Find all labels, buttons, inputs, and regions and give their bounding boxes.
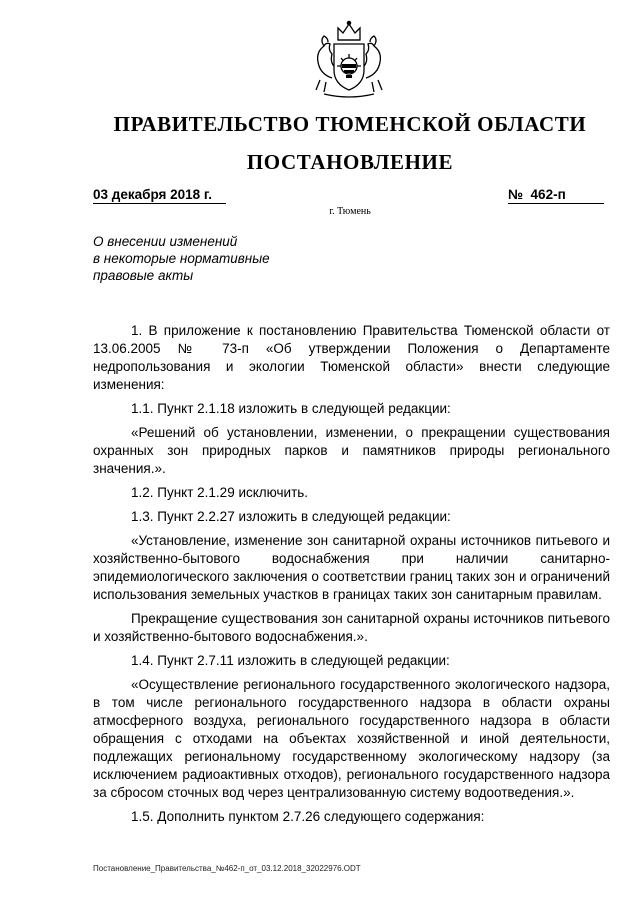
body-paragraph: 1. В приложение к постановлению Правительства Тюменской области от 13.06.2005 № 73-п «Об утверждении Положения о Департаменте недропользования и экологии Тюменской области» внести следующие изменения: [93,323,610,392]
coat-of-arms-icon [306,18,392,100]
subject-line: правовые акты [93,268,194,283]
document-date: 03 декабря 2018 г. [93,187,226,204]
body-paragraph: «Установление, изменение зон санитарной охраны источников питьевого и хозяйственно-бытового водоснабжения при наличии санитарно-эпидемиологического заключения о соответствии границ таких зон и ограничений использования земельных участков в границах таких зон санитарным правилам. [93,533,610,602]
body-paragraph: 1.4. Пункт 2.7.11 изложить в следующей редакции: [131,653,450,668]
body-paragraph: 1.3. Пункт 2.2.27 изложить в следующей редакции: [131,509,451,524]
subject-line: О внесении изменений [93,234,238,249]
body-paragraph: Прекращение существования зон санитарной охраны источников питьевого и хозяйственно-бытового водоснабжения.». [93,611,610,644]
document-type-title: ПОСТАНОВЛЕНИЕ [246,150,454,174]
document-number: № 462-п [508,187,604,204]
body-paragraph: 1.2. Пункт 2.1.29 исключить. [131,485,309,500]
footer-filename: Постановление_Правительства_№462-п_от_03.12.2018_32022976.ODT [93,864,361,873]
body-paragraph: «Решений об установлении, изменении, о прекращении существования охранных зон природных парков и памятников природы регионального значения.». [93,425,610,476]
organization-title: ПРАВИТЕЛЬСТВО ТЮМЕНСКОЙ ОБЛАСТИ [113,112,587,136]
document-subject [93,233,293,284]
document-body [93,322,610,832]
subject-line: в некоторые нормативные [93,251,270,266]
body-paragraph: «Осуществление регионального государственного экологического надзора, в том числе регионального государственного надзора в области охраны атмосферного воздуха, регионального государственного надзора в области обращения с отходами на объектах хозяйственной и иной деятельности, подлежащих региональному государственному экологическому надзору (за исключением радиоактивных отходов), регионального государственного надзора за сбросом сточных вод через централизованную систему водоотведения.». [93,677,610,800]
document-city: г. Тюмень [329,206,371,217]
body-paragraph: 1.5. Дополнить пунктом 2.7.26 следующего содержания: [131,809,485,824]
body-paragraph: 1.1. Пункт 2.1.18 изложить в следующей редакции: [131,401,451,416]
